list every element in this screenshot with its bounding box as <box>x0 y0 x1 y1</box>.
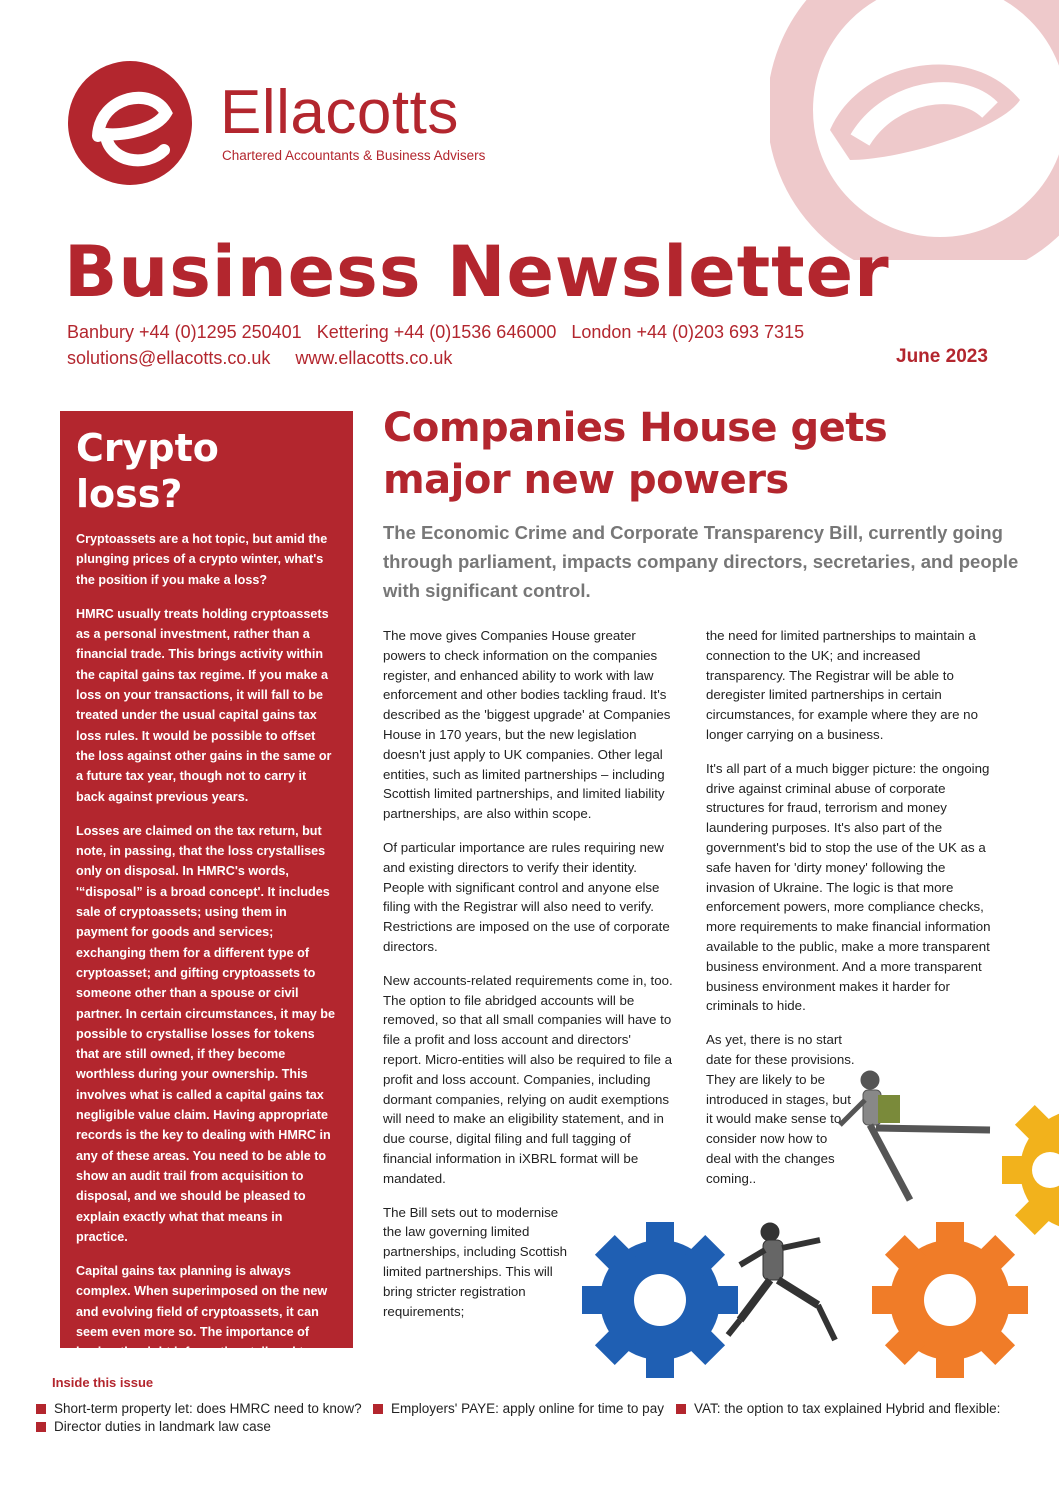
article-lead: The Economic Crime and Corporate Transparency Bill, currently going through parliament, impacts company directors, secretaries, and people with significant control. <box>383 522 1019 601</box>
newsletter-title: Business Newsletter <box>64 231 890 313</box>
article-paragraph: The move gives Companies House greater powers to check information on the companies register, and enhanced ability to work with law enforcement and other bodies tackling fraud. It's described as the 'biggest upgrade' at Companies House in 170 years, but the new legislation doesn't just apply to UK companies. Other legal entities, such as limited partnerships – including Scottish limited partnerships, and limited liability partnerships, are also within scope. <box>383 628 671 822</box>
gears-illustration <box>560 1050 1059 1380</box>
contact-web[interactable]: solutions@ellacotts.co.uk www.ellacotts.co.uk <box>67 348 453 368</box>
bullet-square-icon <box>36 1404 46 1414</box>
crypto-sidebar <box>60 411 353 1380</box>
brand-name: Ellacotts <box>220 78 459 147</box>
bullet-square-icon <box>676 1404 686 1414</box>
crypto-paragraph: Capital gains tax planning is always complex. When superimposed on the new and evolving field of cryptoassets, it can seem even more so. The importance of having the right information, tailored to your circumstances, cannot be overstated. <box>76 1264 333 1380</box>
inside-item-label: Short-term property let: does HMRC need to know? <box>54 1401 362 1416</box>
inside-item-label: Director duties in landmark law case <box>54 1419 271 1434</box>
article-paragraph: The Bill sets out to modernise the law governing limited partnerships, including Scottish limited partnerships. This will bring stricter registration requirements; <box>383 1204 568 1319</box>
bullet-square-icon <box>373 1404 383 1414</box>
article-paragraph: the need for limited partnerships to maintain a connection to the UK; and increased transparency. The Registrar will be able to deregister limited partnerships in certain circumstances, for example where they are no longer carrying on a business. <box>706 628 978 742</box>
crypto-paragraph: Cryptoassets are a hot topic, but amid the plunging prices of a crypto winter, what's the position if you make a loss? <box>76 532 328 587</box>
article-paragraph: As yet, there is no start date for these provisions. They are likely to be introduced in stages, but it would make sense to consider now how to deal with the changes coming.. <box>706 1032 855 1186</box>
inside-item[interactable] <box>676 1401 1000 1416</box>
inside-item-label: VAT: the option to tax explained Hybrid and flexible: <box>694 1401 1001 1416</box>
inside-item-label: Employers' PAYE: apply online for time to pay <box>391 1401 664 1416</box>
background-logo-icon <box>770 0 1059 260</box>
article-title: Companies House gets major new powers <box>383 405 888 503</box>
contact-phones: Banbury +44 (0)1295 250401 Kettering +44 (0)1536 646000 London +44 (0)203 693 7315 <box>67 322 805 342</box>
article-paragraph: Of particular importance are rules requiring new and existing directors to verify their identity. People with significant control and anyone else filing with the Registrar will also need to verify. Restrictions are imposed on the use of corporate directors. <box>383 839 670 954</box>
inside-item[interactable] <box>36 1419 271 1434</box>
article-paragraph: New accounts-related requirements come in, too. The option to file abridged accounts will be removed, so that all small companies will have to file a profit and loss account and directors' report. Micro-entities will also be required to file a profit and loss account. Companies, including dormant companies, relying on audit exemptions will need to make an eligibility statement, and in due course, digital filing and full tagging of financial information in iXBRL format will be mandated. <box>383 972 673 1186</box>
crypto-paragraph: HMRC usually treats holding cryptoassets as a personal investment, rather than a financial trade. This brings activity within the capital gains tax regime. If you make a loss on your transactions, it will fall to be treated under the usual capital gains tax loss rules. It would be possible to offset the loss against other gains in the same or a future tax year, though not to carry it back against previous years. <box>76 606 332 804</box>
brand-tagline: Chartered Accountants & Business Advisers <box>222 148 486 163</box>
ellacotts-logo-icon <box>60 58 200 188</box>
inside-item[interactable] <box>36 1401 362 1416</box>
article-paragraph: It's all part of a much bigger picture: the ongoing drive against criminal abuse of corporate structures for fraud, terrorism and money laundering purposes. It's also part of the government's bid to stop the use of the UK as a safe haven for 'dirty money' following the invasion of Ukraine. The logic is that more enforcement powers, more compliance checks, more requirements to make financial information available to the public, make a more transparent business environment. And a more transparent business environment makes it harder for criminals to hide. <box>706 760 991 1014</box>
inside-this-issue-heading: Inside this issue <box>52 1375 154 1390</box>
issue-date: June 2023 <box>896 346 988 367</box>
crypto-paragraph: Losses are claimed on the tax return, but note, in passing, that the loss crystallises only on disposal. In HMRC's words, '“disposal” is a broad concept'. It includes sale of cryptoassets; using them in payment for goods and services; exchanging them for a different type of cryptoasset; and gifting cryptoassets to someone other than a spouse or civil partner. In certain circumstances, it may be possible to crystallise losses for tokens that are still owned, if they become worthless during your ownership. This involves what is called a capital gains tax negligible value claim. Having appropriate records is the key to dealing with HMRC in any of these areas. You need to be able to show an audit trail from acquisition to disposal, and we should be pleased to explain exactly what that means in practice. <box>76 823 335 1244</box>
bullet-square-icon <box>36 1422 46 1432</box>
crypto-title: Crypto loss? <box>76 426 219 516</box>
inside-item[interactable] <box>373 1401 664 1416</box>
